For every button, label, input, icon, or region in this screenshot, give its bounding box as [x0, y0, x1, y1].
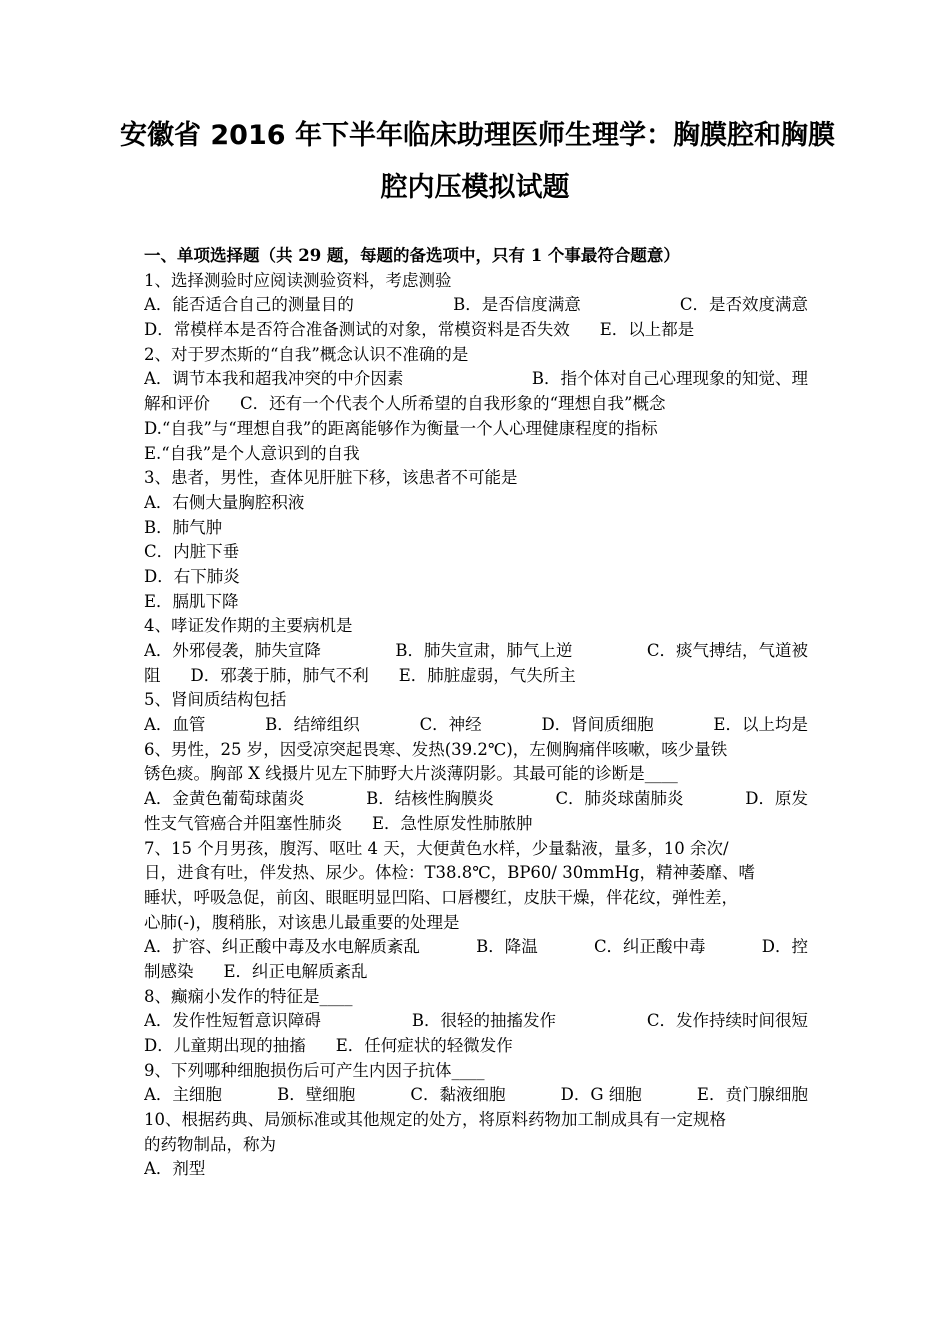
- option-b: B．是否信度满意: [453, 295, 581, 315]
- option-a: A．扩容、纠正酸中毒及水电解质紊乱: [144, 937, 420, 957]
- question-7-stem-line-1: 7、15 个月男孩，腹泻、呕吐 4 天，大便黄色水样，少量黏液，量多，10 余次/: [144, 838, 729, 858]
- question-3-option-b: B．肺气肿: [144, 517, 223, 537]
- option-c: C．纠正酸中毒: [593, 937, 706, 957]
- option-b: B．降温: [476, 937, 538, 957]
- question-2-options-row-1: [144, 367, 808, 392]
- option-e: E．任何症状的轻微发作: [335, 1036, 513, 1055]
- option-e: E．以上均是: [713, 715, 808, 735]
- option-d: D．控: [761, 937, 808, 957]
- option-c: C．痰气搏结，气道被: [646, 641, 808, 660]
- option-b: B．结核性胸膜炎: [366, 789, 494, 809]
- option-d-continued: 性支气管癌合并阻塞性肺炎: [144, 813, 342, 833]
- question-8-options-row-1: [144, 1009, 808, 1034]
- question-5-options-row: [144, 713, 808, 738]
- title-line-2: 腔内压模拟试题: [380, 172, 570, 203]
- option-c: C．发作持续时间很短: [646, 1011, 808, 1031]
- option-b: B．结缔组织: [265, 715, 360, 735]
- option-a: A．发作性短暂意识障碍: [144, 1011, 321, 1031]
- question-7-options-row-2: [144, 960, 808, 985]
- option-b: B．指个体对自己心理现象的知觉、理: [531, 369, 808, 389]
- option-a: A．金黄色葡萄球菌炎: [144, 789, 305, 809]
- question-2-option-e: E.“自我”是个人意识到的自我: [144, 443, 360, 463]
- option-a: A．调节本我和超我冲突的中介因素: [144, 369, 404, 389]
- question-10-stem-line-1: 10、根据药典、局颁标准或其他规定的处方，将原料药物加工制成具有一定规格: [144, 1110, 726, 1130]
- question-3-stem: 3、患者，男性，查体见肝脏下移，该患者不可能是: [144, 468, 518, 488]
- question-3-option-d: D．右下肺炎: [144, 566, 240, 586]
- option-e: E．纠正电解质紊乱: [223, 961, 368, 981]
- option-d: D．常模样本是否符合准备测试的对象，常模资料是否失效: [144, 320, 570, 340]
- question-8-options-row-2: [144, 1034, 808, 1059]
- question-9-options-row: [144, 1083, 808, 1108]
- question-1-stem: 1、选择测验时应阅读测验资料，考虑测验: [144, 270, 452, 290]
- question-3-option-c: C．内脏下垂: [144, 542, 240, 562]
- option-c: C．还有一个代表个人所希望的自我形象的“理想自我”概念: [240, 394, 666, 414]
- option-a: A．血管: [144, 715, 206, 735]
- option-a: A．外邪侵袭，肺失宣降: [144, 641, 321, 660]
- option-e: E．以上都是: [599, 320, 695, 340]
- question-10-option-a: A．剂型: [144, 1159, 206, 1179]
- question-1-options-row-2: [144, 318, 808, 343]
- question-4-options-row-2: [144, 664, 808, 689]
- question-4-stem: 4、哮证发作期的主要病机是: [144, 616, 353, 636]
- question-3-option-a: A．右侧大量胸腔积液: [144, 492, 305, 512]
- option-e: E．急性原发性肺脓肿: [372, 813, 533, 833]
- question-2-options-row-2: [144, 392, 808, 417]
- option-b: B．肺失宣肃，肺气上逆: [395, 641, 573, 660]
- option-d: D．邪袭于肺，肺气不利: [190, 665, 369, 685]
- question-7-stem-line-2: 日，进食有吐，伴发热、尿少。体检：T38.8℃，BP60/ 30mmHg，精神萎靡、嗜: [144, 863, 755, 883]
- title-line-1: 安徽省 2016 年下半年临床助理医师生理学：胸膜腔和胸膜: [120, 120, 835, 151]
- option-e: E．贲门腺细胞: [696, 1085, 808, 1105]
- question-5-stem: 5、肾间质结构包括: [144, 690, 287, 710]
- question-6-options-row-1: [144, 787, 808, 812]
- option-d: D．原发: [745, 789, 808, 809]
- question-4-options-row-1: [144, 639, 808, 664]
- question-6-stem-line-2: 锈色痰。胸部 X 线摄片见左下肺野大片淡薄阴影。其最可能的诊断是____: [144, 764, 678, 784]
- option-b: B．壁细胞: [277, 1085, 356, 1105]
- question-6-stem-line-1: 6、男性，25 岁，因受凉突起畏寒、发热(39.2℃)，左侧胸痛伴咳嗽，咳少量铁: [144, 739, 728, 759]
- option-c: C．神经: [419, 715, 482, 735]
- question-7-options-row-1: [144, 935, 808, 960]
- option-d: D．肾间质细胞: [541, 715, 654, 735]
- option-d: D．G 细胞: [560, 1085, 642, 1105]
- option-d: D．儿童期出现的抽搐: [144, 1036, 306, 1055]
- question-8-stem: 8、癫痫小发作的特征是____: [144, 986, 353, 1006]
- question-6-options-row-2: [144, 812, 808, 837]
- option-d-continued: 制感染: [144, 961, 194, 981]
- question-9-stem: 9、下列哪种细胞损伤后可产生内因子抗体____: [144, 1060, 485, 1080]
- question-2-stem: 2、对于罗杰斯的“自我”概念认识不准确的是: [144, 344, 469, 364]
- question-10-stem-line-2: 的药物制品，称为: [144, 1134, 276, 1154]
- option-c: C．黏液细胞: [410, 1085, 506, 1105]
- document-body: [144, 244, 808, 1182]
- option-c: C．肺炎球菌肺炎: [555, 789, 684, 809]
- option-c: C．是否效度满意: [679, 295, 808, 315]
- question-7-stem-line-4: 心肺(-)，腹稍胀，对该患儿最重要的处理是: [144, 912, 460, 932]
- question-1-options-row-1: [144, 293, 808, 318]
- question-3-option-e: E．膈肌下降: [144, 591, 239, 611]
- option-b: B．很轻的抽搐发作: [411, 1011, 556, 1031]
- option-e: E．肺脏虚弱，气失所主: [398, 665, 576, 685]
- option-a: A．能否适合自己的测量目的: [144, 295, 354, 315]
- question-7-stem-line-3: 睡状，呼吸急促，前囟、眼眶明显凹陷、口唇樱红，皮肤干燥，伴花纹，弹性差，: [144, 887, 738, 907]
- question-2-option-d: D.“自我”与“理想自我”的距离能够作为衡量一个人心理健康程度的指标: [144, 418, 658, 438]
- option-a: A．主细胞: [144, 1085, 222, 1105]
- section-heading: 一、单项选择题（共 29 题，每题的备选项中，只有 1 个事最符合题意）: [144, 246, 680, 265]
- option-b-continued: 解和评价: [144, 394, 210, 414]
- option-c-continued: 阻: [144, 665, 161, 685]
